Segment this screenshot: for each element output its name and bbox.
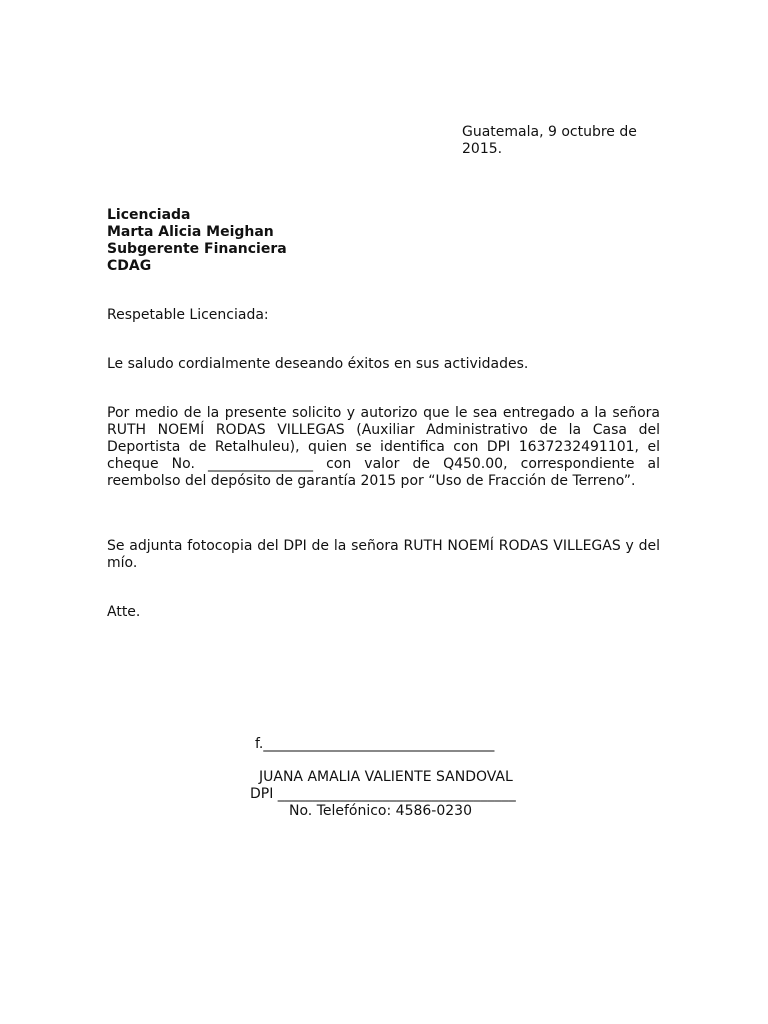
attachment-paragraph: Se adjunta fotocopia del DPI de la señora RUTH NOEMÍ RODAS VILLEGAS y del mío. <box>107 538 660 571</box>
closing: Atte. <box>107 604 141 620</box>
addressee-position: Subgerente Financiera <box>107 241 287 257</box>
signer-phone: No. Telefónico: 4586-0230 <box>289 803 472 819</box>
addressee-title: Licenciada <box>107 207 191 223</box>
signer-name: JUANA AMALIA VALIENTE SANDOVAL <box>259 769 513 785</box>
addressee-organization: CDAG <box>107 258 152 274</box>
date-line-1: Guatemala, 9 octubre de <box>462 124 637 140</box>
addressee-name: Marta Alicia Meighan <box>107 224 274 240</box>
signature-line: f._________________________________ <box>255 736 495 752</box>
body-paragraph: Por medio de la presente solicito y autorizo que le sea entregado a la señora RUTH NOEMÍ RODAS VILLEGAS (Auxiliar Administrativo de la Casa del Deportista de Retalhuleu), quien se identifica con DPI 1637232491101, el cheque No. _______________ con valor de Q450.00, correspondiente al reembolso del depósito de garantía 2015 por “Uso de Fracción de Terreno”. <box>107 405 660 489</box>
greeting-paragraph: Le saludo cordialmente deseando éxitos en sus actividades. <box>107 356 529 372</box>
addressee-block <box>107 207 287 275</box>
letter-date <box>462 124 662 158</box>
salutation: Respetable Licenciada: <box>107 307 269 323</box>
signer-dpi-line: DPI __________________________________ <box>250 786 516 802</box>
date-line-2: 2015. <box>462 141 503 157</box>
